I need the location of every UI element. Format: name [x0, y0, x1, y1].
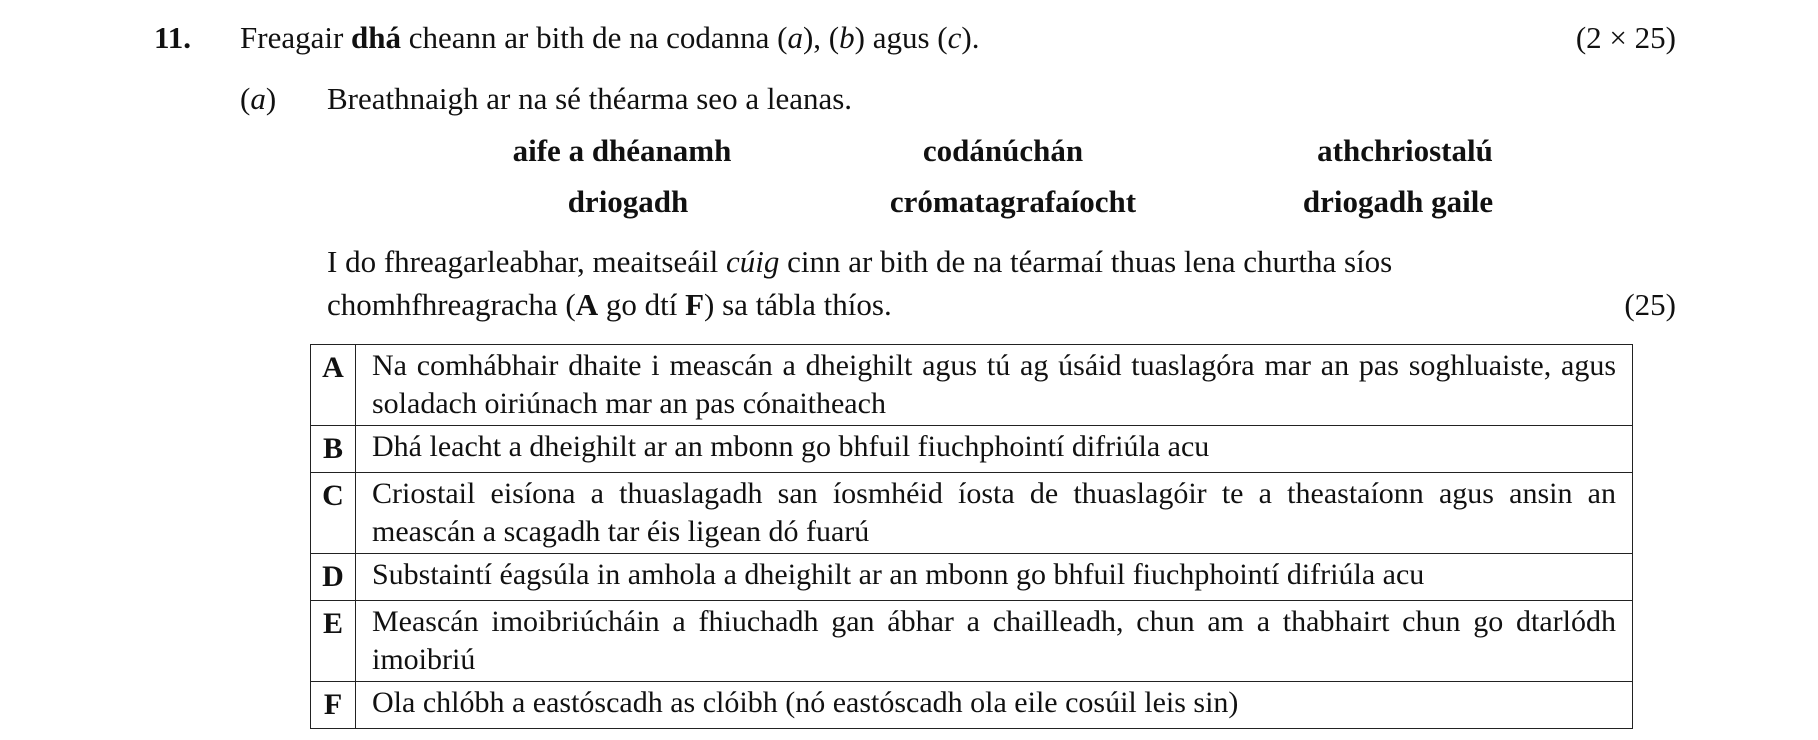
table-row: [311, 426, 1633, 473]
row-description: Criostail eisíona a thuaslagadh san íosmhéid íosta de thuaslagóir te a theastaíonn agus ansin an meascán a scagadh tar éis ligean dó fuarú: [356, 473, 1633, 554]
question-marks: (2 × 25): [1575, 20, 1676, 55]
task-text: cinn ar bith de na téarmaí thuas lena churtha síos: [779, 244, 1393, 279]
task-line-1: [327, 246, 1392, 277]
table-row: [311, 682, 1633, 729]
row-letter: F: [311, 682, 356, 729]
part-ref: b: [839, 20, 855, 55]
task-bold: A: [575, 287, 599, 322]
term: codánúchán: [922, 133, 1084, 168]
row-letter: E: [311, 601, 356, 682]
table-row: [311, 473, 1633, 554]
part-a-label: [240, 83, 276, 114]
task-italic: cúig: [725, 244, 780, 279]
task-text: go dtí: [598, 287, 686, 322]
paren: (: [240, 81, 251, 116]
instruction-text: ), (: [802, 20, 840, 55]
row-description: Ola chlóbh a eastóscadh as clóibh (nó eastóscadh ola eile cosúil leis sin): [356, 682, 1633, 729]
paren: ): [265, 81, 277, 116]
table-row: [311, 601, 1633, 682]
instruction-bold: dhá: [351, 20, 402, 55]
term: aife a dhéanamh: [512, 133, 732, 168]
term: athchriostalú: [1317, 133, 1493, 168]
instruction-text: ).: [961, 20, 980, 55]
task-text: ) sa tábla thíos.: [704, 287, 892, 322]
row-description: Na comhábhair dhaite i meascán a dheighilt agus tú ag úsáid tuaslagóra mar an pas soghluaiste, agus soladach oiriúnach mar an pas cónaitheach: [356, 345, 1633, 426]
row-description: Dhá leacht a dheighilt ar an mbonn go bhfuil fiuchphointí difriúla acu: [356, 426, 1633, 473]
table-row: [311, 345, 1633, 426]
row-description: Substaintí éagsúla in amhola a dheighilt ar an mbonn go bhfuil fiuchphointí difriúla acu: [356, 554, 1633, 601]
term: driogadh: [567, 184, 689, 219]
row-description: Meascán imoibriúcháin a fhiuchadh gan ábhar a chailleadh, chun am a thabhairt chun go dtarlódh imoibriú: [356, 601, 1633, 682]
row-letter: A: [311, 345, 356, 426]
table-row: [311, 554, 1633, 601]
question-number: 11.: [154, 20, 192, 55]
task-line-2: [327, 289, 892, 320]
part-letter: a: [250, 81, 266, 116]
instruction-text: Freagair: [240, 20, 352, 55]
row-letter: B: [311, 426, 356, 473]
part-ref: c: [947, 20, 962, 55]
question-instruction: [240, 22, 979, 53]
term: crómatagrafaíocht: [889, 184, 1137, 219]
task-bold: F: [685, 287, 705, 322]
task-text: I do fhreagarleabhar, meaitseáil: [327, 244, 726, 279]
row-letter: C: [311, 473, 356, 554]
part-a-marks: (25): [1624, 287, 1676, 322]
task-text: chomhfhreagracha (: [327, 287, 576, 322]
instruction-text: cheann ar bith de na codanna (: [401, 20, 788, 55]
matching-table: [310, 344, 1633, 729]
row-letter: D: [311, 554, 356, 601]
term: driogadh gaile: [1302, 184, 1494, 219]
part-ref: a: [787, 20, 803, 55]
part-a-intro: Breathnaigh ar na sé théarma seo a leanas.: [327, 81, 853, 116]
instruction-text: ) agus (: [854, 20, 948, 55]
